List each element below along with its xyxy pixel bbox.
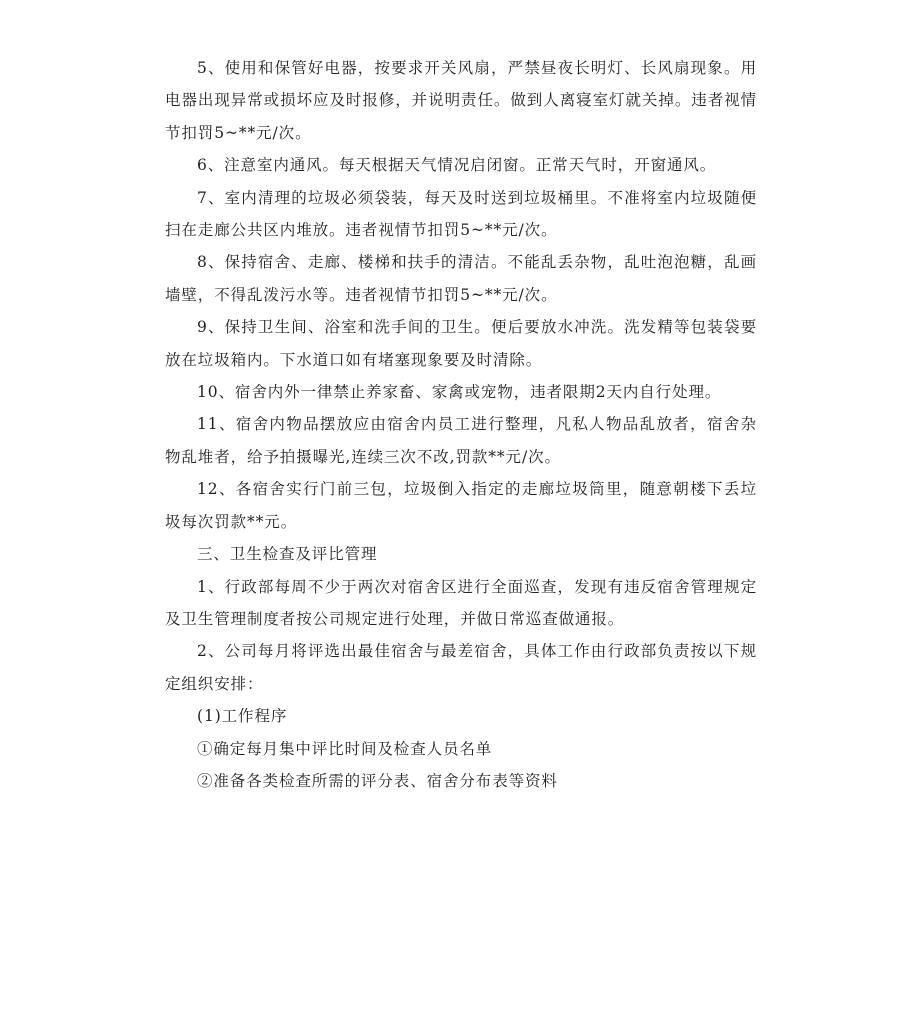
section-heading-3: 三、卫生检查及评比管理 xyxy=(197,545,378,564)
paragraph-inspection-1: 1、行政部每周不少于两次对宿舍区进行全面巡查，发现有违反宿舍管理规定及卫生管理制度者按公司规定进行处理，并做日常巡查做通报。 xyxy=(165,577,757,628)
paragraph-rule-8: 8、保持宿舍、走廊、楼梯和扶手的清洁。不能乱丢杂物，乱吐泡泡糖，乱画墙壁，不得乱泼污水等。违者视情节扣罚5~**元/次。 xyxy=(165,253,757,304)
subheading-work-procedure: (1)工作程序 xyxy=(197,707,288,726)
list-item-procedure-2: ②准备各类检查所需的评分表、宿舍分布表等资料 xyxy=(197,771,558,790)
paragraph-rule-12: 12、各宿舍实行门前三包，垃圾倒入指定的走廊垃圾筒里，随意朝楼下丢垃圾每次罚款**元。 xyxy=(165,480,757,531)
paragraph-rule-5: 5、使用和保管好电器，按要求开关风扇，严禁昼夜长明灯、长风扇现象。用电器出现异常或损坏应及时报修，并说明责任。做到人离寝室灯就关掉。违者视情节扣罚5~**元/次。 xyxy=(165,59,757,142)
paragraph-rule-11: 11、宿舍内物品摆放应由宿舍内员工进行整理，凡私人物品乱放者，宿舍杂物乱堆者，给予拍摄曝光,连续三次不改,罚款**元/次。 xyxy=(165,415,757,466)
list-item-procedure-1: ①确定每月集中评比时间及检查人员名单 xyxy=(197,739,493,758)
paragraph-rule-6: 6、注意室内通风。每天根据天气情况启闭窗。正常天气时，开窗通风。 xyxy=(197,156,717,175)
paragraph-rule-7: 7、室内清理的垃圾必须袋装，每天及时送到垃圾桶里。不准将室内垃圾随便扫在走廊公共区内堆放。违者视情节扣罚5~**元/次。 xyxy=(165,188,757,240)
paragraph-inspection-2: 2、公司每月将评选出最佳宿舍与最差宿舍，具体工作由行政部负责按以下规定组织安排： xyxy=(165,642,757,693)
paragraph-rule-9: 9、保持卫生间、浴室和洗手间的卫生。便后要放水冲洗。洗发精等包装袋要放在垃圾箱内。下水道口如有堵塞现象要及时清除。 xyxy=(165,318,757,369)
paragraph-rule-10: 10、宿舍内外一律禁止养家畜、家禽或宠物，违者限期2天内自行处理。 xyxy=(197,383,722,402)
document-body xyxy=(165,52,757,797)
